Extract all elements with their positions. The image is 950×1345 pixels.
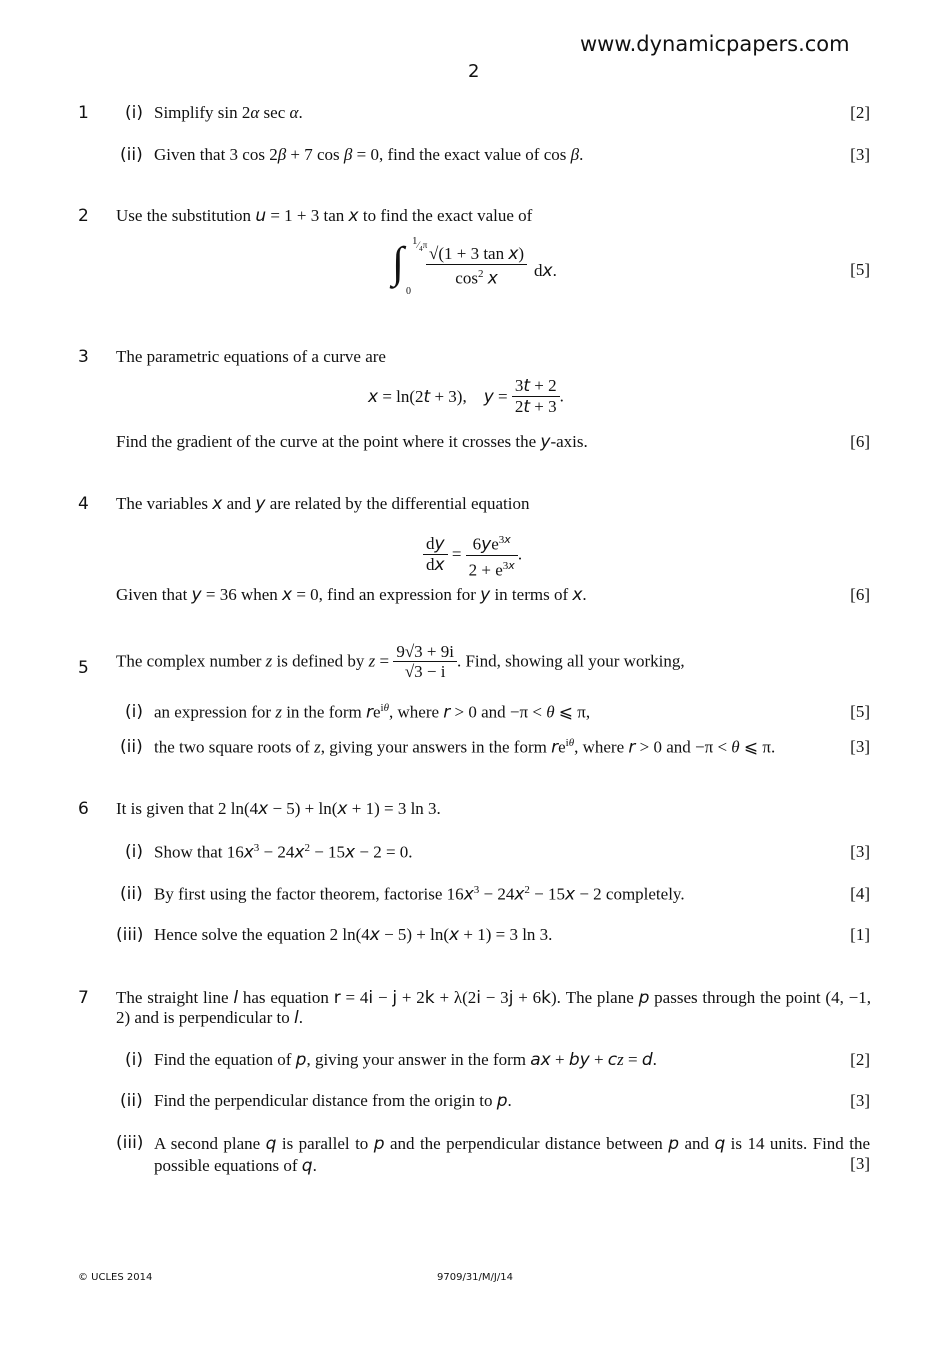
website-url: www.dynamicpapers.com xyxy=(580,32,850,56)
q5-part-ii-label: (ii) xyxy=(120,737,143,757)
question-2-number: 2 xyxy=(78,206,89,226)
q4-equation: $\frac{dy}{dx}$ = $\frac{6ye^{3x}}{2 + e^{3x}}$ . xyxy=(423,530,522,579)
q7-part-ii-marks: [3] xyxy=(850,1091,870,1110)
q3-text: Find the gradient of the curve at the point where it crosses the y-axis. xyxy=(116,432,588,452)
q1-part-ii-marks: [3] xyxy=(850,145,870,164)
question-3-number: 3 xyxy=(78,347,89,367)
question-4-number: 4 xyxy=(78,494,89,514)
q7-part-iii-text: A second plane q is parallel to p and the perpendicular distance between p and q is 14 units. Find the possible equations of q. xyxy=(154,1134,871,1176)
q7-part-i-label: (i) xyxy=(125,1050,143,1070)
page-number: 2 xyxy=(468,61,480,82)
question-7-number: 7 xyxy=(78,988,89,1008)
integral-upper-limit: $^1⁄_4\pi$ xyxy=(412,235,428,253)
q5-part-ii-marks: [3] xyxy=(850,737,870,756)
q7-part-ii-text: Find the perpendicular distance from the origin to p. xyxy=(154,1091,512,1111)
q7-part-iii-marks: [3] xyxy=(850,1154,870,1173)
q6-part-i-label: (i) xyxy=(125,842,143,862)
q2-integral xyxy=(392,236,572,302)
q1-part-ii-label: (ii) xyxy=(120,145,143,165)
q6-intro: It is given that 2 ln(4x − 5) + ln(x + 1) = 3 ln 3. xyxy=(116,799,441,819)
q6-part-ii-label: (ii) xyxy=(120,884,143,904)
q6-part-iii-label: (iii) xyxy=(116,925,144,945)
q5-part-ii-text: the two square roots of z, giving your answers in the form $re^{i\theta}$, where r > 0 and −π < θ ⩽ π. xyxy=(154,737,776,758)
question-6-number: 6 xyxy=(78,799,89,819)
differential: dx. xyxy=(534,261,557,281)
q7-intro: The straight line l has equation r = 4i − j + 2k + λ(2i − 3j + 6k). The plane p passes through the point (4, −1, 2) and is perpendicular to l. xyxy=(116,988,871,1028)
q3-equations: x = ln(2t + 3), y = $\frac{3t + 2}{2t + 3}$ . xyxy=(368,376,564,417)
q4-text: Given that y = 36 when x = 0, find an expression for y in terms of x. xyxy=(116,585,587,605)
footer-paper-code: 9709/31/M/J/14 xyxy=(437,1272,513,1283)
integral-lower-limit: 0 xyxy=(406,286,411,297)
q4-intro: The variables x and y are related by the differential equation xyxy=(116,494,530,514)
q6-part-ii-text: By first using the factor theorem, factorise $16x^3 - 24x^2 - 15x - 2$ completely. xyxy=(154,884,685,905)
q7-part-ii-label: (ii) xyxy=(120,1091,143,1111)
q1-part-i-text: Simplify sin 2α sec α. xyxy=(154,103,303,122)
question-1-number: 1 xyxy=(78,103,89,123)
q6-part-iii-text: Hence solve the equation 2 ln(4x − 5) + ln(x + 1) = 3 ln 3. xyxy=(154,925,553,945)
q7-part-iii-label: (iii) xyxy=(116,1133,144,1153)
q6-part-ii-marks: [4] xyxy=(850,884,870,903)
question-5-number: 5 xyxy=(78,658,89,678)
q6-part-i-marks: [3] xyxy=(850,842,870,861)
q5-part-i-label: (i) xyxy=(125,702,143,722)
q2-text: Use the substitution u = 1 + 3 tan x to find the exact value of xyxy=(116,206,533,226)
q2-marks: [5] xyxy=(850,260,870,279)
integrand-fraction: $\frac{\text{√(1 + 3 tan x)}}{\cos^2 x}$ xyxy=(426,244,527,289)
q1-part-i-label: (i) xyxy=(125,103,143,123)
q3-marks: [6] xyxy=(850,432,870,451)
q5-part-i-text: an expression for z in the form $re^{i\theta}$, where r > 0 and −π < θ ⩽ π, xyxy=(154,702,591,723)
q6-part-i-text: Show that $16x^3 - 24x^2 - 15x - 2 = 0$. xyxy=(154,842,413,863)
q7-part-i-marks: [2] xyxy=(850,1050,870,1069)
q3-intro: The parametric equations of a curve are xyxy=(116,347,386,366)
q6-part-iii-marks: [1] xyxy=(850,925,870,944)
q7-part-i-text: Find the equation of p, giving your answer in the form ax + by + cz = d. xyxy=(154,1050,657,1070)
integral-sign: ∫ xyxy=(392,238,405,287)
footer-copyright: © UCLES 2014 xyxy=(78,1272,153,1283)
q5-part-i-marks: [5] xyxy=(850,702,870,721)
q4-marks: [6] xyxy=(850,585,870,604)
q1-part-ii-text: Given that 3 cos 2β + 7 cos β = 0, find the exact value of cos β. xyxy=(154,145,584,164)
q5-intro: The complex number z is defined by z = $\frac{9√3 + 9i}{√3 - i}$ . Find, showing all your working, xyxy=(116,642,685,681)
q1-part-i-marks: [2] xyxy=(850,103,870,122)
